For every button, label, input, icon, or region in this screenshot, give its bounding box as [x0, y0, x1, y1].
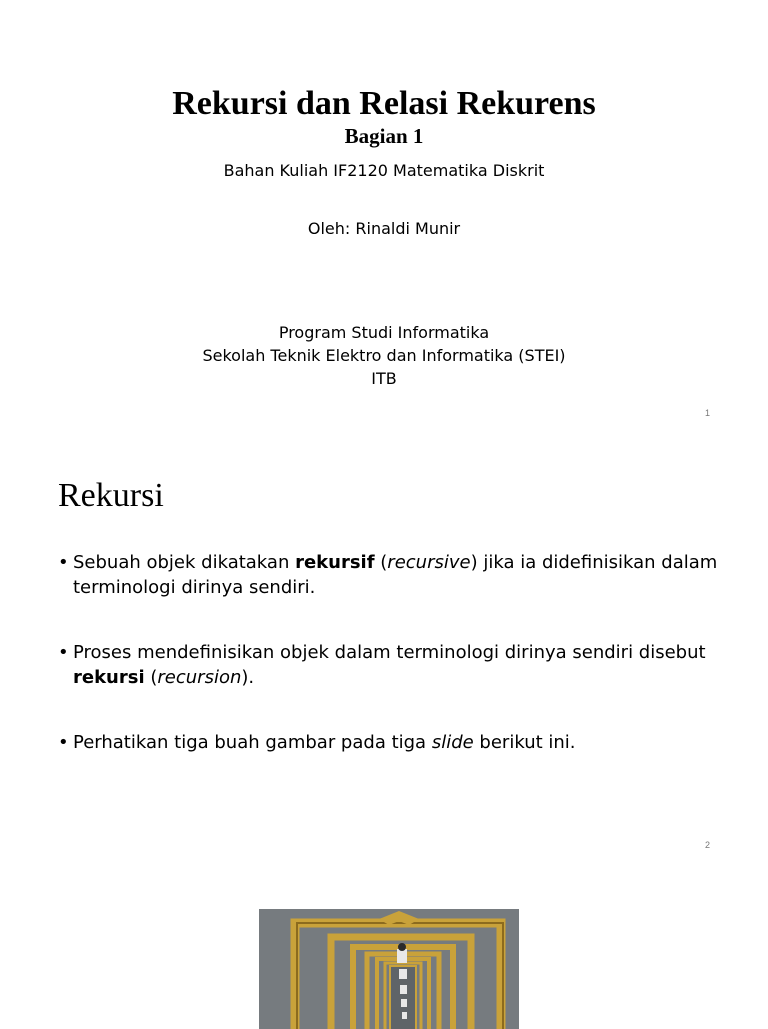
- bullet-item: • Proses mendefinisikan objek dalam terminologi dirinya sendiri disebut rekursi (recursion).: [58, 642, 706, 688]
- slide-title: Rekursi: [58, 477, 164, 514]
- bullet-icon: •: [58, 552, 69, 573]
- slide-subtitle: Bagian 1: [344, 124, 424, 148]
- recursive-mirror-frames-photo: [259, 909, 519, 1029]
- slide-title: Rekursi dan Relasi Rekurens: [172, 85, 596, 122]
- slide-2: [0, 432, 768, 866]
- bullet-list: [58, 550, 718, 795]
- bullet-icon: •: [58, 642, 69, 663]
- affiliation-line-3: ITB: [371, 369, 397, 388]
- page-number: 1: [704, 408, 710, 418]
- affiliation-line-1: Program Studi Informatika: [278, 323, 490, 342]
- course-name: Bahan Kuliah IF2120 Matematika Diskrit: [223, 161, 545, 180]
- page-number: 2: [704, 840, 710, 850]
- author: Oleh: Rinaldi Munir: [307, 219, 461, 238]
- slide-1: [0, 0, 768, 432]
- bullet-item: • Perhatikan tiga buah gambar pada tiga slide berikut ini.: [58, 732, 576, 753]
- bullet-item: • Sebuah objek dikatakan rekursif (recursive) jika ia didefinisikan dalam terminologi dirinya sendiri.: [58, 552, 718, 598]
- affiliation-line-2: Sekolah Teknik Elektro dan Informatika (STEI): [202, 346, 566, 365]
- slide-3: [0, 866, 768, 1024]
- bullet-icon: •: [58, 732, 69, 753]
